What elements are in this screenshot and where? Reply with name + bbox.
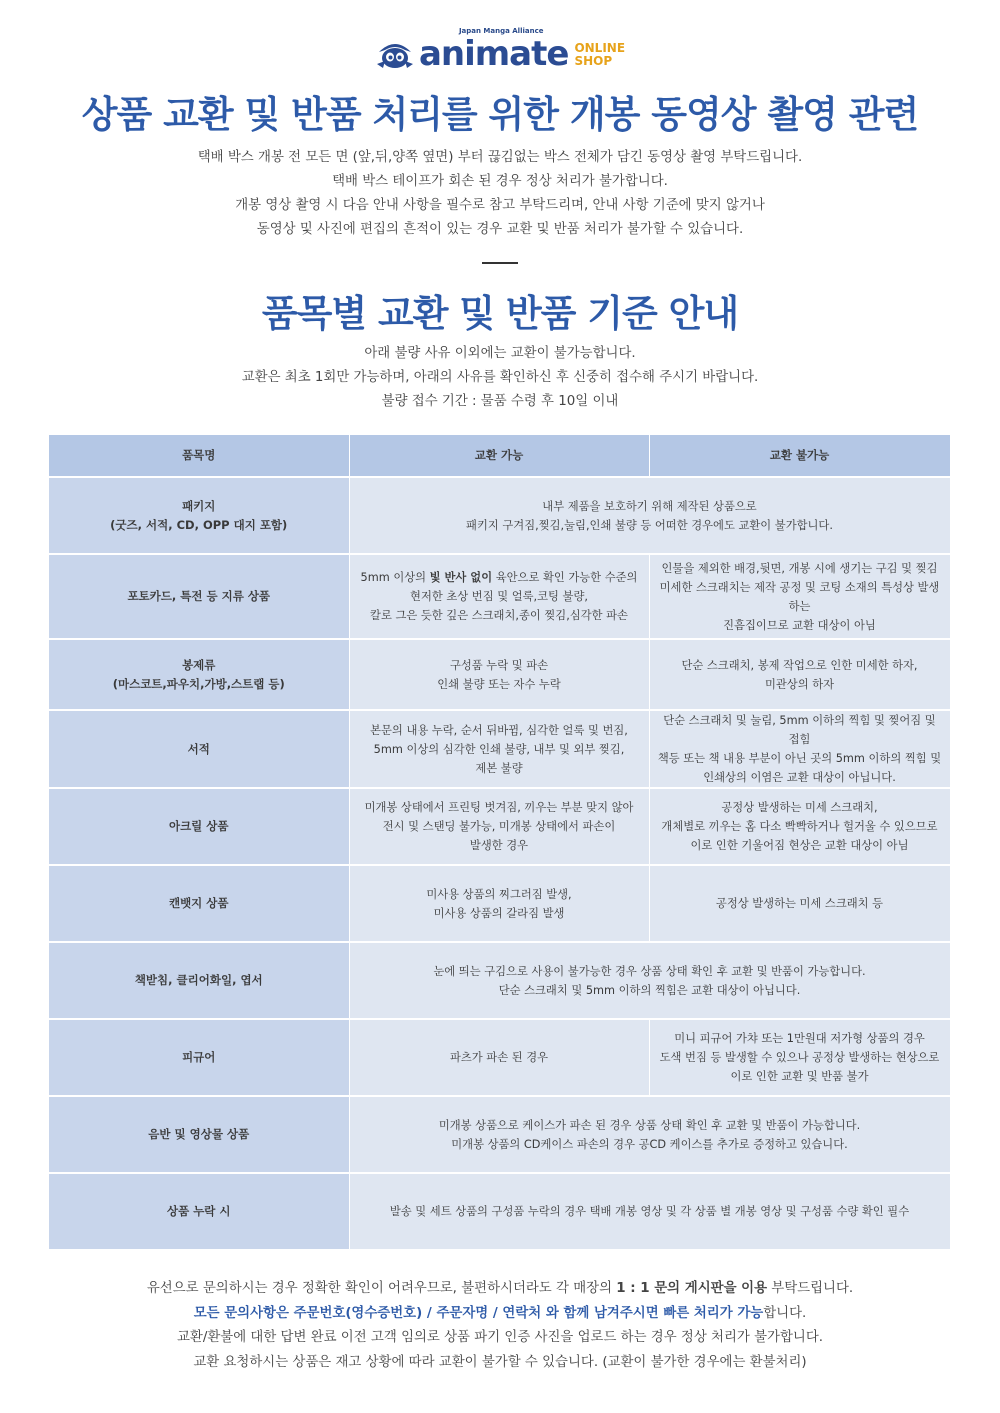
- footer-line: [0, 1302, 1000, 1327]
- section1-title: 상품 교환 및 반품 처리를 위한 개봉 동영상 촬영 관련: [81, 93, 919, 136]
- row-category: [49, 865, 349, 942]
- category-text: 아크릴 상품: [168, 819, 229, 833]
- category-text: 서적: [187, 741, 210, 756]
- row-category: [49, 1096, 349, 1173]
- cell-text: 5mm 이상의: [360, 571, 430, 584]
- table-row: [49, 788, 950, 865]
- row-category: [49, 942, 349, 1019]
- cell-line: 눈에 띄는 구김으로 사용이 불가능한 경우 상품 상태 확인 후 교환 및 반품이 가능합니다.: [433, 964, 866, 978]
- category-text: 패키지: [182, 498, 216, 513]
- footer-text: 유선으로 문의하시는 경우 정확한 확인이 어려우므로, 불편하시더라도 각 매장의: [146, 1281, 617, 1296]
- table-header-row: [49, 435, 950, 477]
- cell-line: 5mm 이상의 심각한 인쇄 불량, 내부 및 외부 찢김,: [373, 742, 625, 756]
- logo-alliance-text: Japan Manga Alliance: [458, 27, 544, 35]
- section2-intro: [0, 342, 1000, 414]
- cell-line: 단순 스크래치 및 눌림, 5mm 이하의 찍힘 및 찢어짐 및 접힘: [663, 714, 936, 746]
- category-text: 봉제류: [182, 657, 216, 672]
- row-ok-cell: [349, 554, 649, 639]
- cell-line: 파츠가 파손 된 경우: [449, 1051, 549, 1064]
- table-row: [49, 1173, 950, 1250]
- cell-line: 내부 제품을 보호하기 위해 제작된 상품으로: [542, 499, 757, 513]
- cell-line: 단순 스크래치, 봉제 작업으로 인한 미세한 하자,: [681, 658, 918, 672]
- criteria-table: [49, 435, 951, 1251]
- cell-line: 인물을 제외한 배경,뒷면, 개봉 시에 생기는 구김 및 찢김: [661, 561, 938, 575]
- cell-line: 본문의 내용 누락, 순서 뒤바뀜, 심각한 얼룩 및 번짐,: [370, 723, 628, 737]
- footer-notice: [0, 1277, 1000, 1375]
- footer-text: 합니다.: [763, 1305, 807, 1321]
- section1-line: 택배 박스 개봉 전 모든 면 (앞,뒤,양쪽 옆면) 부터 끊김없는 박스 전체가 담긴 동영상 촬영 부탁드립니다.: [197, 150, 803, 165]
- section1-line: 택배 박스 테이프가 회손 된 경우 정상 처리가 불가합니다.: [332, 174, 668, 189]
- animate-mascot-icon: [375, 34, 415, 72]
- footer-line: 교환/환불에 대한 답변 완료 이전 고객 임의로 상품 파기 인증 사진을 업로드 하는 경우 정상 처리가 불가합니다.: [176, 1330, 824, 1345]
- category-text: 음반 및 영상물 상품: [148, 1127, 250, 1141]
- section-divider: [482, 262, 518, 264]
- cell-line: 칼로 그은 듯한 깊은 스크래치,종이 찢김,심각한 파손: [370, 609, 628, 622]
- cell-line: 미세한 스크래치는 제작 공정 및 코팅 소재의 특성상 발생하는: [659, 580, 940, 613]
- logo-brand-text: animate: [418, 34, 569, 74]
- cell-line: 공정상 발생하는 미세 스크래치 등: [715, 897, 884, 910]
- row-merged-cell: [349, 477, 950, 554]
- footer-line: 교환 요청하시는 상품은 재고 상황에 따라 교환이 불가할 수 있습니다. (교환이 불가한 경우에는 환불처리): [193, 1354, 807, 1370]
- row-ng-cell: [649, 865, 950, 942]
- table-row: [49, 477, 950, 554]
- header-item-name: 품목명: [49, 435, 349, 477]
- cell-line: [358, 568, 641, 587]
- cell-line: 책등 또는 책 내용 부분이 아닌 곳의 5mm 이하의 찍힘 및: [657, 752, 942, 765]
- table-row: [49, 865, 950, 942]
- row-ng-cell: [649, 1019, 950, 1096]
- row-category: [49, 1019, 349, 1096]
- row-category: [49, 477, 349, 554]
- cell-line: 미개봉 상품으로 케이스가 파손 된 경우 상품 상태 확인 후 교환 및 반품이 가능합니다.: [438, 1118, 861, 1132]
- cell-line: 미개봉 상품의 CD케이스 파손의 경우 공CD 케이스를 추가로 증정하고 있습니다.: [451, 1137, 848, 1151]
- row-ng-cell: [649, 639, 950, 710]
- row-ng-cell: [649, 788, 950, 865]
- table-row: [49, 1019, 950, 1096]
- row-merged-cell: [349, 942, 950, 1019]
- row-ok-cell: [349, 788, 649, 865]
- category-text: 상품 누락 시: [166, 1204, 231, 1218]
- cell-line: 패키지 구겨짐,찢김,눌림,인쇄 불량 등 어떠한 경우에도 교환이 불가합니다.: [466, 518, 833, 532]
- section2-line: 교환은 최초 1회만 가능하며, 아래의 사유를 확인하신 후 신중히 접수해 주시기 바랍니다.: [241, 370, 759, 385]
- row-ok-cell: [349, 639, 649, 710]
- table-row: [49, 942, 950, 1019]
- cell-line: 개체별로 끼우는 홈 다소 빡빡하거나 헐거울 수 있으므로: [661, 820, 938, 833]
- logo-shop-text: SHOP: [574, 54, 613, 68]
- cell-text: 육안으로 확인 가능한 수준의: [492, 571, 638, 584]
- cell-line: 미개봉 상태에서 프린팅 벗겨짐, 끼우는 부분 맞지 않아: [364, 801, 634, 814]
- section1-line: 동영상 및 사진에 편집의 흔적이 있는 경우 교환 및 반품 처리가 불가할 수 있습니다.: [256, 222, 744, 237]
- cell-line: 인쇄 불량 또는 자수 누락: [437, 677, 561, 691]
- row-category: [49, 639, 349, 710]
- cell-line: 공정상 발생하는 미세 스크래치,: [721, 801, 878, 814]
- footer-text: 부탁드립니다.: [767, 1281, 854, 1296]
- footer-emphasis: 1 : 1 문의 게시판을 이용: [616, 1281, 768, 1296]
- row-merged-cell: [349, 1173, 950, 1250]
- section2-title: 품목별 교환 및 반품 기준 안내: [261, 292, 739, 335]
- table-row: [49, 1096, 950, 1173]
- row-ok-cell: [349, 865, 649, 942]
- cell-line: 인쇄상의 이염은 교환 대상이 아닙니다.: [703, 771, 896, 784]
- table-row: [49, 639, 950, 710]
- category-text: 포토카드, 특전 등 지류 상품: [127, 589, 271, 603]
- category-text: 피규어: [182, 1050, 216, 1064]
- category-subtext: (마스코트,파우치,가방,스트랩 등): [112, 676, 285, 691]
- category-subtext: (굿즈, 서적, CD, OPP 대지 포함): [110, 517, 288, 532]
- section2-line: 불량 접수 기간 : 물품 수령 후 10일 이내: [381, 394, 619, 409]
- cell-line: 미니 피규어 가챠 또는 1만원대 저가형 상품의 경우: [674, 1032, 925, 1045]
- section1-line: 개봉 영상 촬영 시 다음 안내 사항을 필수로 참고 부탁드리며, 안내 사항 기준에 맞지 않거나: [235, 198, 765, 213]
- footer-line: [0, 1277, 1000, 1302]
- footer-highlight: 모든 문의사항은 주문번호(영수증번호) / 주문자명 / 연락처 와 함께 남겨주시면 빠른 처리가 가능: [193, 1305, 764, 1321]
- cell-line: 전시 및 스탠딩 불가능, 미개봉 상태에서 파손이: [382, 820, 616, 833]
- logo: [0, 22, 1000, 72]
- cell-line: 진흠집이므로 교환 대상이 아님: [723, 618, 876, 632]
- cell-line: 발생한 경우: [469, 839, 529, 852]
- cell-emphasis: 빛 반사 없이: [429, 571, 493, 584]
- cell-line: 도색 번짐 등 발생할 수 있으나 공정상 발생하는 현상으로: [659, 1051, 940, 1064]
- cell-line: 미사용 상품의 갈라짐 발생: [433, 906, 565, 920]
- cell-line: 미관상의 하자: [764, 677, 835, 691]
- category-text: 캔뱃지 상품: [168, 896, 229, 910]
- cell-line: 구성품 누락 및 파손: [449, 658, 549, 672]
- cell-line: 단순 스크래치 및 5mm 이하의 찍힘은 교환 대상이 아닙니다.: [498, 983, 801, 997]
- section2-line: 아래 불량 사유 이외에는 교환이 불가능합니다.: [364, 346, 636, 361]
- cell-line: 발송 및 세트 상품의 구성품 누락의 경우 택배 개봉 영상 및 각 상품 별 개봉 영상 및 구성품 수량 확인 필수: [389, 1205, 910, 1218]
- row-ng-cell: [649, 554, 950, 639]
- table-row: [49, 554, 950, 639]
- cell-line: 현저한 초상 번짐 및 얼룩,코팅 불량,: [410, 590, 588, 603]
- header-exchange-ok: 교환 가능: [349, 435, 649, 477]
- row-ok-cell: [349, 710, 649, 788]
- row-category: [49, 1173, 349, 1250]
- cell-line: 제본 불량: [475, 761, 523, 775]
- section1-intro: [0, 146, 1000, 242]
- cell-line: 미사용 상품의 찌그러짐 발생,: [426, 887, 572, 901]
- table-row: [49, 710, 950, 788]
- cell-line: 이로 인한 교환 및 반품 불가: [730, 1070, 869, 1083]
- row-ng-cell: [649, 710, 950, 788]
- row-category: [49, 788, 349, 865]
- header-exchange-no: 교환 불가능: [649, 435, 950, 477]
- row-merged-cell: [349, 1096, 950, 1173]
- row-category: [49, 554, 349, 639]
- cell-line: 이로 인한 기울어짐 현상은 교환 대상이 아님: [690, 839, 909, 852]
- row-category: [49, 710, 349, 788]
- row-ok-cell: [349, 1019, 649, 1096]
- category-text: 책받침, 클리어화일, 엽서: [134, 973, 263, 987]
- logo-online-text: ONLINE: [574, 41, 626, 55]
